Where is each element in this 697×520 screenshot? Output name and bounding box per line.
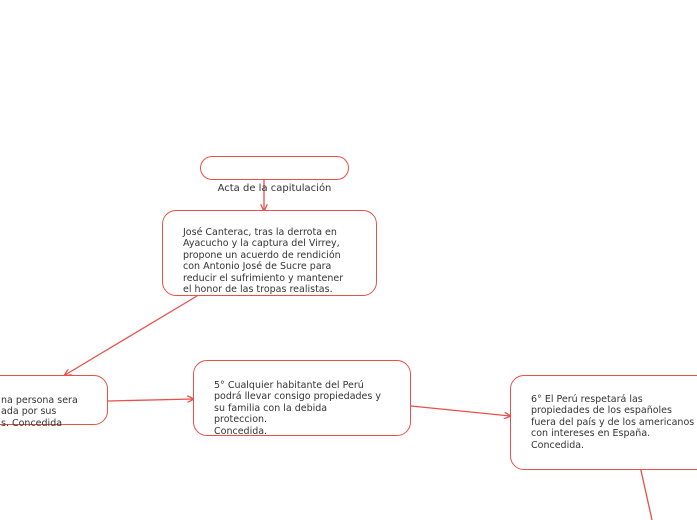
connector-left-to-art5 (108, 399, 193, 401)
node-left-truncated-text: na persona sera ada por sus s. Concedida (1, 394, 78, 429)
node-left-truncated[interactable] (0, 375, 108, 429)
node-acta-capitulacion[interactable] (200, 156, 349, 194)
node-canterac-text: José Canterac, tras la derrota en Ayacucho y la captura del Virrey, propone un acuerdo de rendición con Antonio José de Sucre para reducir el sufrimiento y mantener el honor de las tropas realistas. (183, 226, 344, 295)
node-articulo-5-text: 5° Cualquier habitante del Perú podrá llevar consigo propiedades y su familia con la debida proteccion. Concedida. (214, 379, 381, 437)
node-articulo-6-text: 6° El Perú respetará las propiedades de los españoles fuera del país y de los americanos con intereses en España. Concedida. (531, 393, 695, 451)
node-canterac[interactable] (162, 210, 377, 296)
node-acta-capitulacion-text: Acta de la capitulación (217, 183, 332, 194)
node-articulo-6[interactable] (510, 375, 697, 470)
node-articulo-5[interactable] (193, 360, 411, 436)
connector-canterac-to-left (65, 296, 197, 375)
connector-art5-to-art6 (411, 406, 510, 416)
